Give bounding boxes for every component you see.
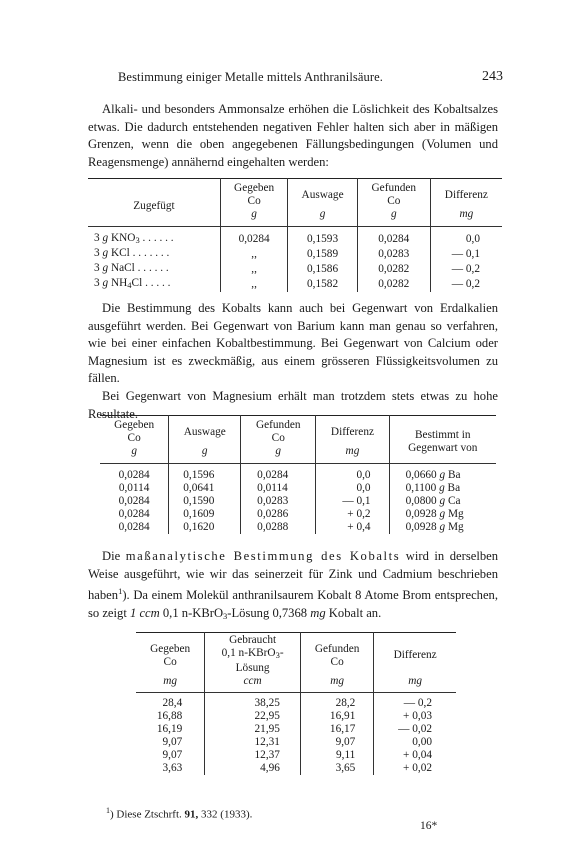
table-row <box>136 749 456 762</box>
cell-gefunden: 16,91 <box>300 710 373 723</box>
table-row <box>136 736 456 749</box>
p4-spaced: maßanalytische Bestimmung des Kobalts <box>125 549 401 563</box>
cell-gegeben: 3,63 <box>162 762 183 774</box>
bestimmt-amount: 0,0928 <box>405 521 437 533</box>
th-gefunden-sub: Co <box>387 195 401 207</box>
cell-zugefuegt <box>88 262 221 277</box>
cell-gebraucht: 21,95 <box>205 723 301 736</box>
zug-rest: Cl <box>131 277 143 289</box>
th-gefunden <box>357 179 430 209</box>
table-erdalkalien-body <box>100 464 496 535</box>
cell-differenz: — 0,02 <box>374 723 456 736</box>
footnote <box>106 806 252 821</box>
unit3-gebraucht: ccm <box>205 675 301 693</box>
cell-gebraucht: 4,96 <box>205 762 301 775</box>
cell-gegeben: 9,07 <box>162 749 183 761</box>
th2-gefunden <box>241 416 316 446</box>
p4-vol: 1 <box>129 605 137 620</box>
cell-gebraucht: 12,31 <box>205 736 301 749</box>
unit2-auswage: g <box>169 445 241 464</box>
th3-gegeben-sub: Co <box>163 655 177 668</box>
th-gegeben-label: Gegeben <box>234 182 275 194</box>
th2-gegeben <box>100 416 169 446</box>
cell-gegeben: ,, <box>221 262 288 277</box>
paragraph-4 <box>88 548 498 626</box>
cell-gefunden: 0,0283 <box>241 495 316 508</box>
zug-salt: NH <box>110 277 128 289</box>
cell-gefunden: 16,17 <box>300 723 373 736</box>
cell-zugefuegt <box>88 227 221 248</box>
cell-gegeben: 0,0284 <box>118 469 150 481</box>
cell-auswage: 0,1620 <box>169 521 241 534</box>
th3-gegeben <box>136 633 205 676</box>
cell-bestimmt <box>389 521 496 534</box>
table-erdalkalien <box>100 415 496 534</box>
th3-gegeben-label: Gegeben <box>150 642 191 655</box>
bestimmt-amount: 0,1100 <box>405 482 437 494</box>
p4-mass: 0,7368 <box>272 605 308 620</box>
p4-rest1: wird in derselben Weise ausgeführt, wie wir das seinerzeit für Zink und Cadmium beschrieben haben <box>88 549 498 603</box>
zug-amount: 3 <box>94 232 100 244</box>
signature-mark: 16* <box>420 820 438 832</box>
cell-bestimmt <box>389 464 496 483</box>
unit-auswage: g <box>288 208 358 227</box>
unit-gegeben: g <box>221 208 288 227</box>
th-gegeben-sub: Co <box>247 195 261 207</box>
zug-unit: g <box>102 262 109 274</box>
cell-gefunden: 0,0286 <box>241 508 316 521</box>
th3-gefunden <box>300 633 373 676</box>
cell-gebraucht: 22,95 <box>205 710 301 723</box>
th2-differenz: Differenz <box>316 416 389 446</box>
cell-gegeben: 28,4 <box>162 697 183 709</box>
th3-gebraucht-l2b: - <box>279 647 284 659</box>
p4-lead: Die <box>102 549 121 563</box>
table-salts-body <box>88 227 502 293</box>
footnote-mark: 1 <box>106 806 110 815</box>
unit-gefunden: g <box>357 208 430 227</box>
th2-bestimmt-l1: Bestimmt in <box>415 428 471 441</box>
zug-sub: 4 <box>127 280 132 290</box>
p4-vol-unit: ccm <box>139 605 160 620</box>
table-row <box>88 277 502 292</box>
p4-reagent-sub: 3 <box>223 610 228 621</box>
cell-auswage: 0,1593 <box>288 227 358 248</box>
th2-gefunden-label: Gefunden <box>255 419 301 431</box>
cell-differenz: — 0,2 <box>430 277 502 292</box>
page-number: 243 <box>482 69 503 84</box>
paragraph-4-text <box>88 548 498 626</box>
unit2-gegeben: g <box>131 445 137 457</box>
zug-salt: KCl <box>110 247 130 259</box>
unit3-differenz: mg <box>374 675 456 693</box>
paragraph-1 <box>88 101 498 171</box>
th3-gefunden-sub: Co <box>330 655 344 668</box>
th3-gebraucht-l1: Gebraucht <box>229 634 277 646</box>
th2-bestimmt <box>389 416 496 464</box>
cell-gefunden: 0,0114 <box>241 482 316 495</box>
zug-dots: . . . . . <box>145 277 171 289</box>
zug-amount: 3 <box>94 277 100 289</box>
bestimmt-unit: g <box>439 495 446 507</box>
zug-dots: . . . . . . . <box>132 247 170 259</box>
table-row <box>100 521 496 534</box>
table-row <box>100 508 496 521</box>
cell-differenz: + 0,2 <box>316 508 389 521</box>
cell-gefunden: 3,65 <box>300 762 373 775</box>
cell-gefunden: 9,11 <box>300 749 373 762</box>
cell-gebraucht: 38,25 <box>205 693 301 711</box>
cell-gegeben: ,, <box>221 277 288 292</box>
cell-gefunden: 0,0282 <box>357 262 430 277</box>
cell-gegeben: 9,07 <box>162 736 183 748</box>
unit2-gefunden: g <box>241 445 316 464</box>
th3-gebraucht-l2a: 0,1 n-KBrO <box>221 647 276 659</box>
table-row <box>136 723 456 736</box>
unit3-gegeben: mg <box>163 675 178 687</box>
th3-gebraucht-l2sub: 3 <box>275 650 280 660</box>
zug-salt: KNO <box>110 232 136 244</box>
bestimmt-amount: 0,0800 <box>405 495 437 507</box>
th2-bestimmt-l2: Gegenwart von <box>408 441 478 454</box>
p4-mass-unit: mg <box>310 605 326 620</box>
unit2-differenz: mg <box>316 445 389 464</box>
cell-differenz: + 0,02 <box>374 762 456 775</box>
cell-gegeben: 0,0284 <box>221 227 288 248</box>
p4-rest2: ). Da einem Molekül anthranilsaurem Kobalt 8 Atome Brom entsprechen, so zeigt <box>88 588 498 620</box>
zug-amount: 3 <box>94 247 100 259</box>
cell-gegeben: 0,0114 <box>118 482 150 494</box>
cell-gegeben: 0,0284 <box>118 508 150 520</box>
cell-zugefuegt <box>88 277 221 292</box>
cell-differenz: — 0,2 <box>430 262 502 277</box>
cell-gefunden: 0,0284 <box>241 464 316 483</box>
cell-auswage: 0,1586 <box>288 262 358 277</box>
cell-differenz: 0,0 <box>316 482 389 495</box>
cell-gefunden: 28,2 <box>300 693 373 711</box>
th-differenz: Differenz <box>430 179 502 209</box>
cell-gebraucht: 12,37 <box>205 749 301 762</box>
cell-gefunden: 0,0284 <box>357 227 430 248</box>
table-row <box>88 262 502 277</box>
cell-gefunden: 0,0283 <box>357 247 430 262</box>
cell-gegeben: 0,0284 <box>118 495 150 507</box>
cell-differenz: — 0,1 <box>316 495 389 508</box>
bestimmt-unit: g <box>439 521 446 533</box>
th2-gefunden-sub: Co <box>271 432 285 444</box>
table-row <box>136 710 456 723</box>
table-row <box>100 495 496 508</box>
cell-gefunden: 0,0282 <box>357 277 430 292</box>
table-massanalytisch-body <box>136 693 456 776</box>
table-row <box>136 693 456 711</box>
footnote-text: ) Diese Ztschrft. <box>110 808 182 821</box>
th2-auswage: Auswage <box>169 416 241 446</box>
cell-differenz: 0,0 <box>430 227 502 248</box>
bestimmt-unit: g <box>439 508 446 520</box>
cell-auswage: 0,1609 <box>169 508 241 521</box>
bestimmt-amount: 0,0928 <box>405 508 437 520</box>
bestimmt-unit: g <box>439 469 446 481</box>
zug-unit: g <box>102 277 109 289</box>
th3-gebraucht-l3: Lösung <box>235 662 270 674</box>
cell-differenz: + 0,04 <box>374 749 456 762</box>
th2-gegeben-sub: Co <box>127 432 141 444</box>
zug-sub: 3 <box>135 235 140 245</box>
cell-bestimmt <box>389 482 496 495</box>
zug-amount: 3 <box>94 262 100 274</box>
p4-end: Kobalt an. <box>328 605 382 620</box>
cell-gegeben: ,, <box>221 247 288 262</box>
p4-reagent: 0,1 n-KBrO <box>162 605 224 620</box>
bestimmt-amount: 0,0660 <box>405 469 437 481</box>
table-row <box>100 482 496 495</box>
zug-salt: NaCl <box>110 262 135 274</box>
cell-auswage: 0,1596 <box>169 464 241 483</box>
th-zugefuegt: Zugefügt <box>133 200 175 212</box>
cell-differenz: — 0,1 <box>430 247 502 262</box>
cell-differenz: + 0,4 <box>316 521 389 534</box>
unit3-gefunden: mg <box>300 675 373 693</box>
unit-differenz: mg <box>430 208 502 227</box>
cell-gefunden: 0,0288 <box>241 521 316 534</box>
bestimmt-element: Ba <box>447 469 461 481</box>
cell-auswage: 0,0641 <box>169 482 241 495</box>
paragraph-2-text: Die Bestimmung des Kobalts kann auch bei Gegenwart von Erdalkalien ausgeführt werden. Bei Gegenwart von Barium kann man genau so verfahren, wie bei einer einfachen Kobaltbestimmung. Bei Gegenwart von Calcium oder Magnesium ist es zweckmäßig, aus einem grösseren Flüssigkeitsvolumen zu fällen. <box>88 301 498 386</box>
paragraph-3-text: Bei Gegenwart von Magnesium erhält man trotzdem stets etwas zu hohe Resultate. <box>88 388 498 421</box>
cell-auswage: 0,1589 <box>288 247 358 262</box>
table-row <box>88 227 502 248</box>
zug-unit: g <box>102 232 109 244</box>
zug-dots: . . . . . . <box>142 232 174 244</box>
th-gefunden-label: Gefunden <box>371 182 417 194</box>
cell-gefunden: 9,07 <box>300 736 373 749</box>
table-row <box>88 247 502 262</box>
th3-differenz: Differenz <box>374 633 456 676</box>
bestimmt-unit: g <box>439 482 445 494</box>
bestimmt-element: Mg <box>447 521 464 533</box>
cell-zugefuegt <box>88 247 221 262</box>
running-header: Bestimmung einiger Metalle mittels Anthranilsäure. <box>118 70 384 84</box>
cell-gegeben: 16,19 <box>156 723 183 735</box>
cell-differenz: + 0,03 <box>374 710 456 723</box>
table-salts <box>88 178 502 292</box>
bestimmt-element: Mg <box>447 508 464 520</box>
table-row <box>100 464 496 483</box>
bestimmt-element: Ca <box>447 495 461 507</box>
cell-bestimmt <box>389 508 496 521</box>
th2-gegeben-label: Gegeben <box>114 419 155 431</box>
cell-differenz: 0,0 <box>316 464 389 483</box>
table-massanalytisch <box>136 632 456 775</box>
cell-gegeben: 0,0284 <box>118 521 150 533</box>
paragraph-2 <box>88 300 498 423</box>
zug-unit: g <box>102 247 109 259</box>
cell-differenz: — 0,2 <box>374 693 456 711</box>
th3-gebraucht <box>205 633 301 676</box>
paragraph-1-text: Alkali- und besonders Ammonsalze erhöhen die Löslichkeit des Kobaltsalzes etwas. Die dadurch entstehenden negativen Fehler halten sich aber in mäßigen Grenzen, wenn die oben angegebenen Fällungsbedingungen (Volumen und Reagensmenge) annähernd eingehalten werden: <box>88 102 498 169</box>
cell-gegeben: 16,88 <box>156 710 183 722</box>
cell-auswage: 0,1590 <box>169 495 241 508</box>
p4-footref: 1 <box>118 586 123 597</box>
zug-dots: . . . . . . <box>137 262 169 274</box>
th3-gefunden-label: Gefunden <box>314 642 360 655</box>
table-row <box>136 762 456 775</box>
th-gegeben <box>221 179 288 209</box>
cell-bestimmt <box>389 495 496 508</box>
th-auswage: Auswage <box>288 179 358 209</box>
bestimmt-element: Ba <box>447 482 461 494</box>
p4-reagent-rest: -Lösung <box>227 605 270 620</box>
cell-auswage: 0,1582 <box>288 277 358 292</box>
footnote-rest: 332 (1933). <box>201 808 253 821</box>
footnote-volume: 91, <box>184 808 199 821</box>
cell-differenz: 0,00 <box>374 736 456 749</box>
